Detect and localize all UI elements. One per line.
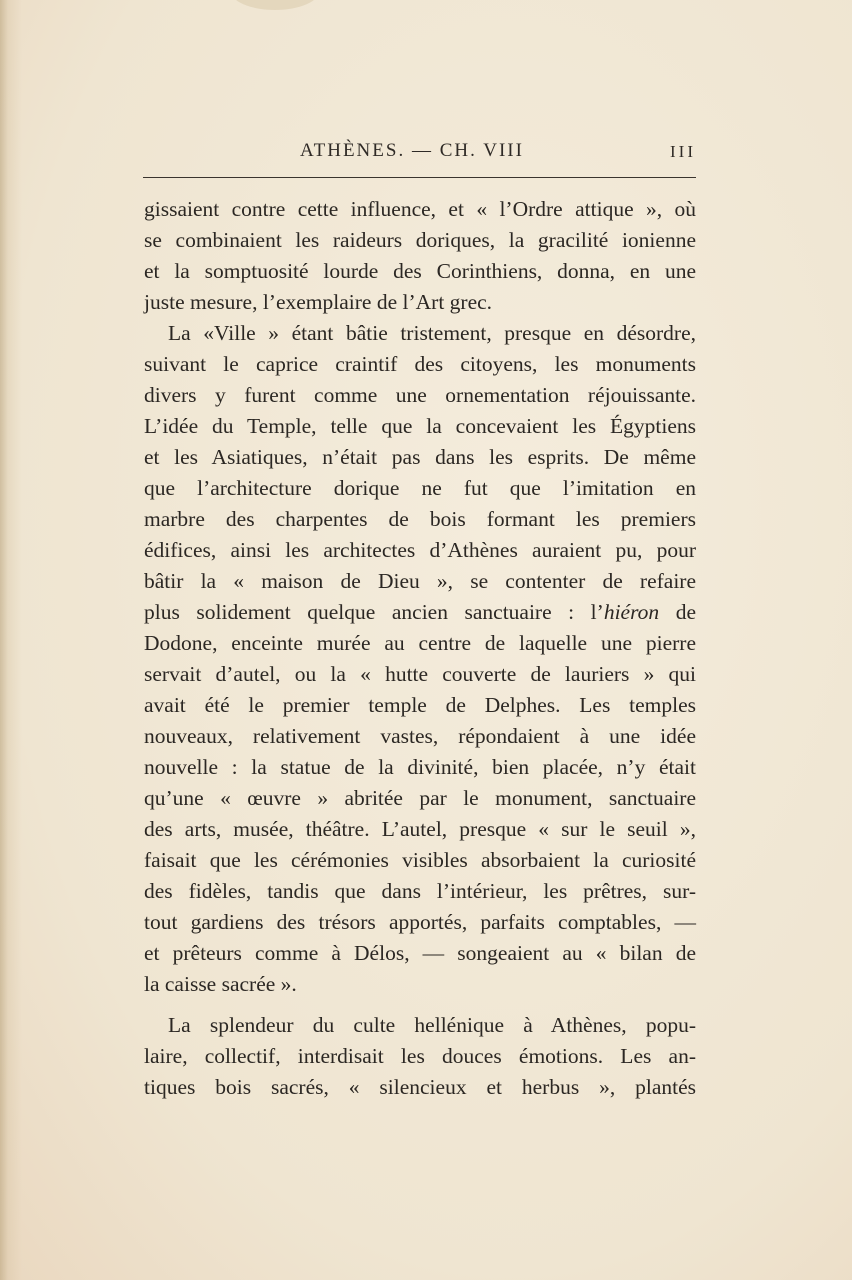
paragraph-1: [144, 194, 696, 318]
text-line: faisait que les cérémonies visibles absorbaient la curiosité: [144, 848, 696, 872]
text-line: et les Asiatiques, n’était pas dans les esprits. De même: [144, 445, 696, 469]
text-line: avait été le premier temple de Delphes. Les temples: [144, 693, 696, 717]
text-segment: plus solidement quelque ancien sanctuaire : l’: [144, 600, 604, 624]
text-line: Dodone, enceinte murée au centre de laquelle une pierre: [144, 631, 696, 655]
text-line: qu’une « œuvre » abritée par le monument, sanctuaire: [144, 786, 696, 810]
body-text: [144, 194, 696, 1103]
header-rule: [143, 177, 696, 178]
text-line: et prêteurs comme à Délos, — songeaient au « bilan de: [144, 941, 696, 965]
text-line: des arts, musée, théâtre. L’autel, presque « sur le seuil »,: [144, 817, 696, 841]
paper-stain: [230, 0, 320, 10]
text-line: tiques bois sacrés, « silencieux et herbus », plantés: [144, 1075, 696, 1099]
text-line: juste mesure, l’exemplaire de l’Art grec.: [144, 290, 493, 314]
text-line: des fidèles, tandis que dans l’intérieur, les prêtres, sur-: [144, 879, 696, 903]
text-line: gissaient contre cette influence, et « l’Ordre attique », où: [144, 197, 696, 221]
text-line: divers y furent comme une ornementation réjouissante.: [144, 383, 696, 407]
text-line: La splendeur du culte hellénique à Athènes, popu-: [168, 1013, 696, 1037]
text-line: laire, collectif, interdisait les douces émotions. Les an-: [144, 1044, 696, 1068]
text-line: bâtir la « maison de Dieu », se contenter de refaire: [144, 569, 696, 593]
text-line-with-italic: [144, 597, 696, 628]
text-line: que l’architecture dorique ne fut que l’imitation en: [144, 476, 696, 500]
text-line: la caisse sacrée ».: [144, 972, 297, 996]
text-line: marbre des charpentes de bois formant les premiers: [144, 507, 696, 531]
running-head: ATHÈNES. — CH. VIII: [300, 140, 524, 161]
text-line: La «Ville » étant bâtie tristement, presque en désordre,: [168, 321, 696, 345]
text-line: se combinaient les raideurs doriques, la gracilité ionienne: [144, 228, 696, 252]
paragraph-gap: [144, 1000, 696, 1010]
text-segment: de: [659, 600, 696, 624]
page-number: III: [670, 142, 696, 161]
text-line: édifices, ainsi les architectes d’Athènes auraient pu, pour: [144, 538, 696, 562]
text-line: suivant le caprice craintif des citoyens, les monuments: [144, 352, 696, 376]
text-line: nouveaux, relativement vastes, répondaient à une idée: [144, 724, 696, 748]
text-line: et la somptuosité lourde des Corinthiens, donna, en une: [144, 259, 696, 283]
paragraph-3: [144, 1010, 696, 1103]
text-line: nouvelle : la statue de la divinité, bien placée, n’y était: [144, 755, 696, 779]
italic-word-hieron: hiéron: [603, 600, 660, 624]
text-line: servait d’autel, ou la « hutte couverte de lauriers » qui: [144, 662, 696, 686]
text-line: tout gardiens des trésors apportés, parfaits comptables, —: [144, 910, 696, 934]
paragraph-2: [144, 318, 696, 1000]
text-line: L’idée du Temple, telle que la concevaient les Égyptiens: [144, 414, 696, 438]
